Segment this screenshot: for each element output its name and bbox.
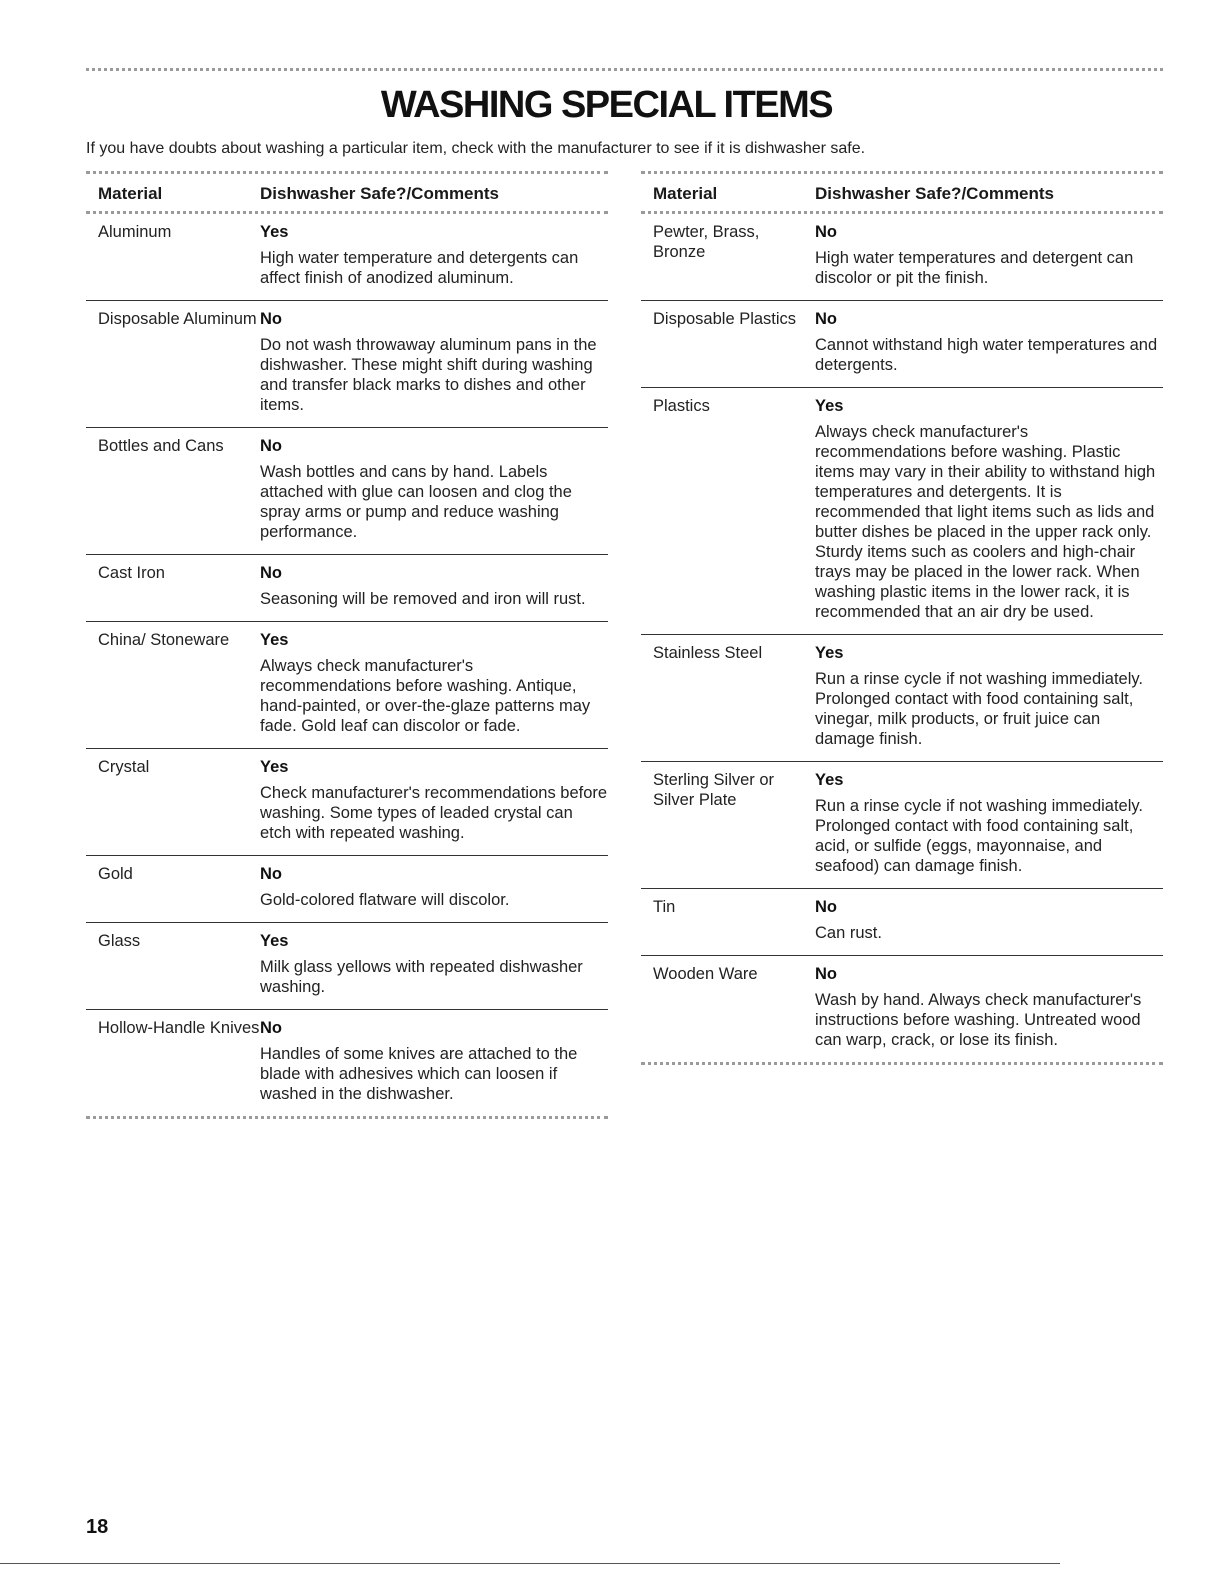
comment-text: Gold-colored flatware will discolor. <box>260 891 510 909</box>
comments-cell <box>260 931 608 997</box>
material-cell: Glass <box>98 932 141 950</box>
table-row <box>86 214 608 300</box>
table-row <box>86 1009 608 1116</box>
table-row <box>86 855 608 922</box>
comments-cell <box>260 222 608 288</box>
comments-cell <box>815 770 1163 876</box>
table-bottom-rule <box>86 1116 608 1119</box>
material-cell: Bottles and Cans <box>98 437 224 455</box>
material-cell: Cast Iron <box>98 564 165 582</box>
material-cell: Crystal <box>98 758 150 776</box>
table-row <box>641 387 1163 634</box>
safe-verdict: No <box>815 223 837 241</box>
safe-verdict: No <box>260 865 282 883</box>
page-number: 18 <box>86 1516 109 1538</box>
material-cell: Pewter, Brass, Bronze <box>653 223 760 261</box>
material-cell: Disposable Aluminum <box>98 310 257 328</box>
table-header <box>641 174 1163 211</box>
table-header <box>86 174 608 211</box>
safe-verdict: Yes <box>260 932 289 950</box>
comments-cell <box>260 309 608 415</box>
comment-text: High water temperatures and detergent can discolor or pit the finish. <box>815 249 1134 287</box>
safe-verdict: No <box>815 898 837 916</box>
table-row <box>641 888 1163 955</box>
intro-text: If you have doubts about washing a particular item, check with the manufacturer to see if it is dishwasher safe. <box>86 140 866 157</box>
page-title: WASHING SPECIAL ITEMS <box>380 84 833 126</box>
comments-cell <box>815 964 1163 1050</box>
table-row <box>86 427 608 554</box>
header-comments: Dishwasher Safe?/Comments <box>815 184 1055 203</box>
material-cell: Sterling Silver or Silver Plate <box>653 771 775 809</box>
material-cell: Disposable Plastics <box>653 310 797 328</box>
safe-verdict: Yes <box>260 223 289 241</box>
material-cell: Aluminum <box>98 223 172 241</box>
comments-cell <box>260 864 608 910</box>
material-cell: China/ Stoneware <box>98 631 230 649</box>
table-bottom-rule <box>641 1062 1163 1065</box>
safe-verdict: No <box>815 310 837 328</box>
safe-verdict: No <box>260 437 282 455</box>
safe-verdict: No <box>260 564 282 582</box>
safe-verdict: Yes <box>815 644 844 662</box>
comments-cell <box>815 396 1163 622</box>
header-material: Material <box>98 184 163 203</box>
safe-verdict: Yes <box>815 771 844 789</box>
top-dotted-rule <box>86 68 1163 71</box>
comments-cell <box>260 757 608 843</box>
table-row <box>641 761 1163 888</box>
material-cell: Plastics <box>653 397 710 415</box>
comment-text: Milk glass yellows with repeated dishwasher washing. <box>260 958 583 996</box>
right-table <box>641 171 1163 1065</box>
comment-text: Can rust. <box>815 924 882 942</box>
table-row <box>641 214 1163 300</box>
comment-text: Cannot withstand high water temperatures and detergents. <box>815 336 1158 374</box>
comments-cell <box>260 630 608 736</box>
material-cell: Wooden Ware <box>653 965 758 983</box>
header-comments: Dishwasher Safe?/Comments <box>260 184 500 203</box>
table-row <box>641 634 1163 761</box>
safe-verdict: No <box>260 1019 282 1037</box>
table-row <box>86 554 608 621</box>
comment-text: Check manufacturer's recommendations before washing. Some types of leaded crystal can etch with repeated washing. <box>260 784 608 842</box>
safe-verdict: Yes <box>815 397 844 415</box>
material-cell: Tin <box>653 898 676 916</box>
safe-verdict: No <box>815 965 837 983</box>
comment-text: Run a rinse cycle if not washing immediately. Prolonged contact with food containing salt, vinegar, milk products, or fruit juice can damage finish. <box>815 670 1144 748</box>
table-row <box>86 621 608 748</box>
comment-text: Always check manufacturer's recommendations before washing. Plastic items may vary in their ability to withstand high temperatures and detergents. It is recommended that light items such as lids and butter dishes be placed in the upper rack only. Sturdy items such as coolers and high-chair trays may be placed in the lower rack. When washing plastic items in the lower rack, it is recommended that an air dry be used. <box>815 423 1156 621</box>
table-row <box>641 300 1163 387</box>
comments-cell <box>815 222 1163 288</box>
comment-text: Always check manufacturer's recommendations before washing. Antique, hand-painted, or over-the-glaze patterns may fade. Gold leaf can discolor or fade. <box>260 657 591 735</box>
comments-cell <box>815 309 1163 375</box>
comment-text: High water temperature and detergents can affect finish of anodized aluminum. <box>260 249 579 287</box>
table-row <box>86 748 608 855</box>
comment-text: Seasoning will be removed and iron will rust. <box>260 590 586 608</box>
page-bottom-rule <box>0 1563 1060 1564</box>
safe-verdict: Yes <box>260 631 289 649</box>
header-material: Material <box>653 184 718 203</box>
safe-verdict: Yes <box>260 758 289 776</box>
comments-cell <box>815 897 1163 943</box>
safe-verdict: No <box>260 310 282 328</box>
left-table <box>86 171 608 1119</box>
comment-text: Handles of some knives are attached to the blade with adhesives which can loosen if washed in the dishwasher. <box>260 1045 578 1103</box>
material-cell: Hollow-Handle Knives <box>98 1019 260 1037</box>
comments-cell <box>260 436 608 542</box>
comment-text: Do not wash throwaway aluminum pans in the dishwasher. These might shift during washing and transfer black marks to dishes and other items. <box>260 336 597 414</box>
table-row <box>86 922 608 1009</box>
table-row <box>641 955 1163 1062</box>
material-cell: Stainless Steel <box>653 644 763 662</box>
comments-cell <box>260 563 608 609</box>
comment-text: Wash bottles and cans by hand. Labels attached with glue can loosen and clog the spray arms or pump and reduce washing performance. <box>260 463 572 541</box>
comment-text: Wash by hand. Always check manufacturer's instructions before washing. Untreated wood can warp, crack, or lose its finish. <box>815 991 1142 1049</box>
material-cell: Gold <box>98 865 133 883</box>
comments-cell <box>815 643 1163 749</box>
comments-cell <box>260 1018 608 1104</box>
comment-text: Run a rinse cycle if not washing immediately. Prolonged contact with food containing salt, acid, or sulfide (eggs, mayonnaise, and seafood) can damage finish. <box>815 797 1144 875</box>
table-row <box>86 300 608 427</box>
